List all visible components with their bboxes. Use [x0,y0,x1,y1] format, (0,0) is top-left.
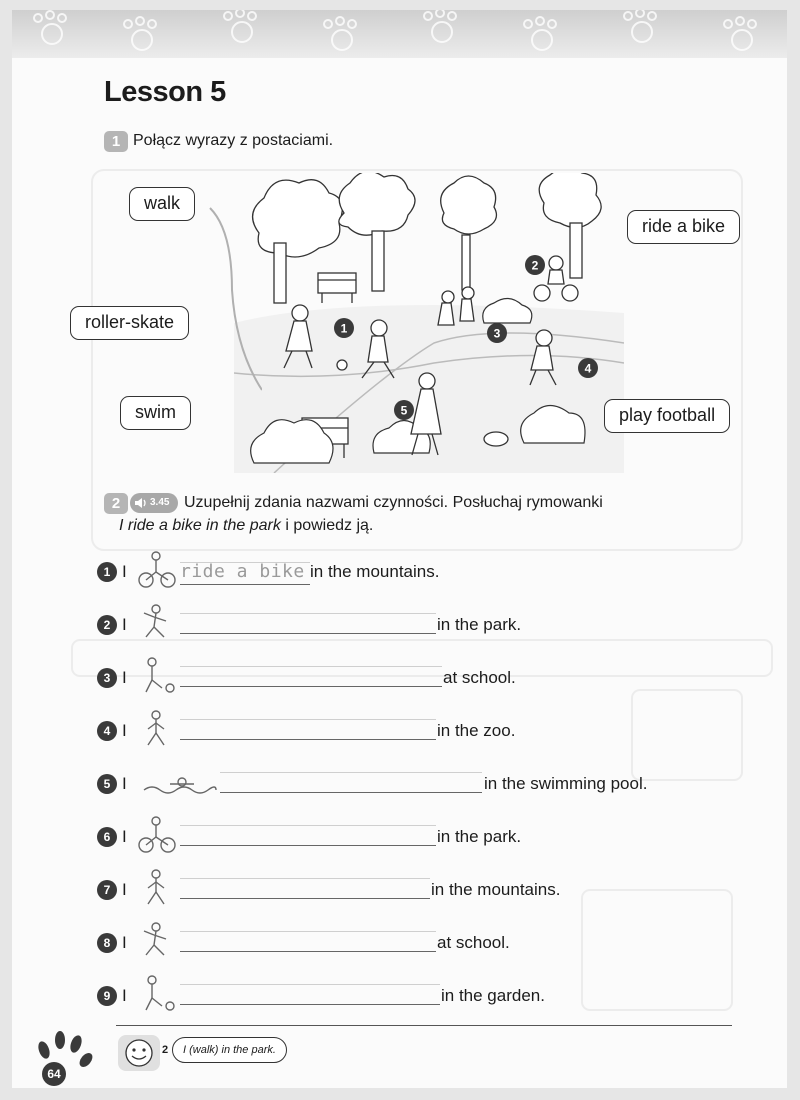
sentence-ending: in the zoo. [437,721,516,740]
exercise-2-instruction-line2 [119,517,373,535]
answer-line[interactable] [180,898,430,899]
scene-number: 1 [340,321,348,336]
bike-boy-icon [134,550,178,590]
hint-speech-bubble: I (walk) in the park. [172,1037,287,1063]
answer-line[interactable] [180,633,436,634]
paw-print-icon [30,1028,100,1088]
exercise-2-badge: 2 [104,493,128,514]
smiley-face-icon [118,1035,160,1071]
item-number: 4 [97,721,117,741]
sentence-row [12,986,787,1040]
scene-number: 3 [493,326,501,341]
pronoun: I [122,615,127,634]
lesson-title: Lesson 5 [104,76,226,108]
sentence-ending: in the swimming pool. [484,774,648,793]
pronoun: I [122,668,127,687]
hint-number: 2 [162,1044,169,1056]
audio-track-badge[interactable] [130,493,178,513]
scene-number: 4 [584,361,592,376]
sentence-row [12,562,787,616]
scene-number: 5 [400,403,408,418]
answer-line[interactable] [180,951,436,952]
walking-child-icon [134,868,178,908]
item-number: 5 [97,774,117,794]
skating-child-icon [134,603,178,643]
football-boy-icon [134,974,178,1014]
item-number: 2 [97,615,117,635]
example-answer: ride a bike [180,561,305,582]
scene-number: 2 [531,258,539,273]
sentence-ending: in the mountains. [310,562,440,581]
pronoun: I [122,880,127,899]
sentence-ending: in the mountains. [431,880,561,899]
instruction-tail: i powiedz ją. [280,517,374,534]
pronoun: I [122,986,127,1005]
item-number: 8 [97,933,117,953]
label-walk[interactable]: walk [129,187,195,221]
sentence-row [12,827,787,881]
sentence-row [12,933,787,987]
exercise-1-badge: 1 [104,131,128,152]
park-scene-illustration [234,173,624,473]
label-swim[interactable]: swim [120,396,191,430]
audio-track-number: 3.45 [150,497,170,508]
sentence-ending: at school. [443,668,516,687]
exercise-1-instruction: Połącz wyrazy z postaciami. [133,132,334,149]
item-number: 9 [97,986,117,1006]
answer-line[interactable] [180,1004,440,1005]
sentence-row [12,880,787,934]
sentence-row [12,774,787,828]
page-number: 64 [42,1062,66,1086]
pronoun: I [122,721,127,740]
exercise-2-instruction: Uzupełnij zdania nazwami czynności. Posłuchaj rymowanki [184,494,603,511]
label-play-football[interactable]: play football [604,399,730,433]
walking-child-icon [134,709,178,749]
pronoun: I [122,827,127,846]
skating-child-icon [134,921,178,961]
sentence-row [12,668,787,722]
sentence-ending: at school. [437,933,510,952]
bike-boy-icon [134,815,178,855]
label-ride-a-bike[interactable]: ride a bike [627,210,740,244]
sentence-ending: in the park. [437,827,522,846]
item-number: 6 [97,827,117,847]
workbook-page [12,10,787,1088]
answer-line [180,584,310,585]
sentence-row [12,615,787,669]
pronoun: I [122,933,127,952]
answer-line[interactable] [180,739,436,740]
pronoun: I [122,562,127,581]
sentence-row [12,721,787,775]
walk-connector-line [202,200,262,400]
label-roller-skate[interactable]: roller-skate [70,306,189,340]
answer-line[interactable] [220,792,482,793]
pronoun: I [122,774,127,793]
rhyme-title: I ride a bike in the park [119,517,281,534]
answer-line[interactable] [180,845,436,846]
swimmer-icon [142,774,218,798]
footer-divider [116,1025,732,1026]
item-number: 7 [97,880,117,900]
sentence-ending: in the garden. [441,986,545,1005]
sentence-ending: in the park. [437,615,522,634]
speaker-icon [134,496,148,510]
item-number: 3 [97,668,117,688]
answer-line[interactable] [180,686,442,687]
item-number: 1 [97,562,117,582]
football-boy-icon [134,656,178,696]
